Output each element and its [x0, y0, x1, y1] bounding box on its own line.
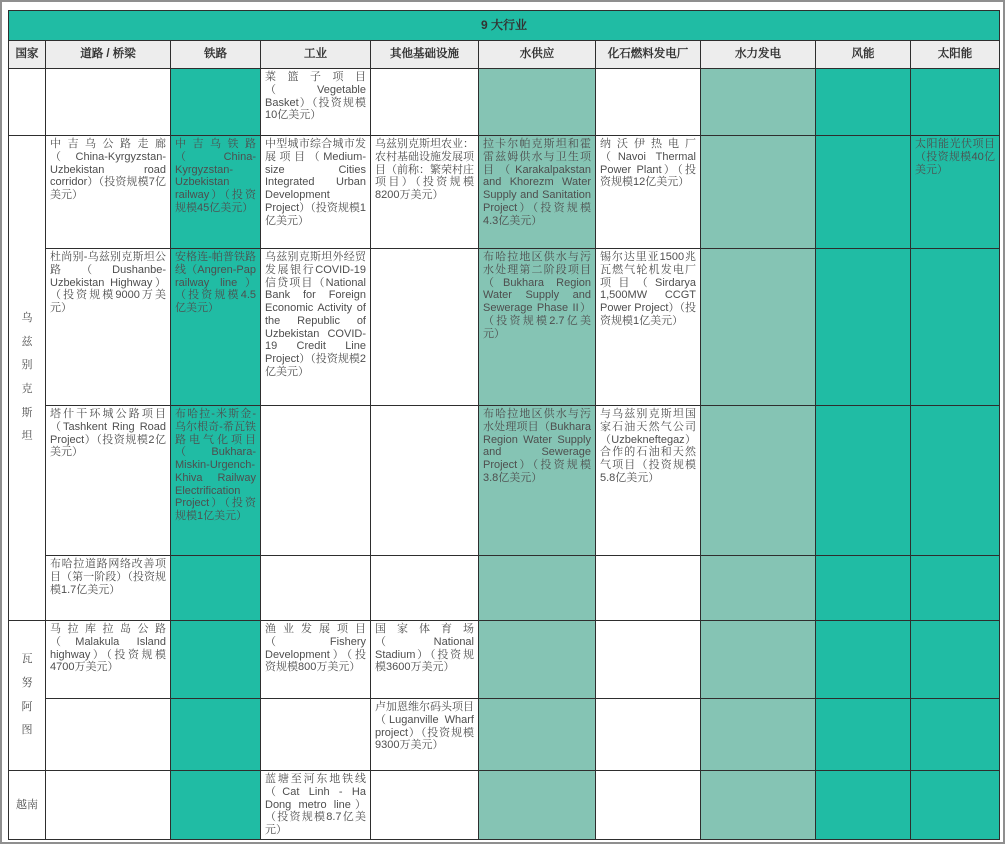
- cell-r8-hydropower: [701, 771, 816, 840]
- cell-r2-wind: [816, 136, 911, 249]
- cell-r6-wind: [816, 621, 911, 699]
- cell-r6-fossil-fuel-power: [596, 621, 701, 699]
- table-row-continuation: [9, 69, 1000, 136]
- cell-r5-solar: [911, 556, 1000, 621]
- cell-r1-hydropower: [701, 69, 816, 136]
- country-label-vietnam: 越南: [16, 798, 38, 811]
- cell-r2-railway: 中吉乌铁路（China-Kyrgyzstan-Uzbekistan railway）（投资规模45亿美元）: [171, 136, 261, 249]
- cell-country-vietnam: [9, 771, 46, 840]
- cell-r2-other-infrastructure: 乌兹别克斯坦农业：农村基础设施发展项目（前称：繁荣村庄项目）（投资规模8200万美元）: [371, 136, 479, 249]
- cell-r4-industry: [261, 406, 371, 556]
- country-label-uzbekistan: 乌兹别克斯坦: [21, 312, 33, 443]
- cell-r5-roads-bridges: 布哈拉道路网络改善项目（第一阶段）（投资规模1.7亿美元）: [46, 556, 171, 621]
- cell-r6-roads-bridges: 马拉库拉岛公路（Malakula Island highway）（投资规模4700万美元）: [46, 621, 171, 699]
- cell-r4-hydropower: [701, 406, 816, 556]
- cell-r8-industry: 蓝塘至河东地铁线（Cat Linh - Ha Dong metro line）（投资规模8.7亿美元）: [261, 771, 371, 840]
- cell-r8-roads-bridges: [46, 771, 171, 840]
- cell-r7-water-supply: [479, 699, 596, 771]
- cell-country-vanuatu: [9, 621, 46, 771]
- cell-r8-railway: [171, 771, 261, 840]
- cell-r3-fossil-fuel-power: 锡尔达里亚1500兆瓦燃气轮机发电厂项目（Sirdarya 1,500MW CCGT Power Project）（投资规模1亿美元）: [596, 249, 701, 406]
- cell-r6-industry: 渔业发展项目（Fishery Development）（投资规模800万美元）: [261, 621, 371, 699]
- cell-r6-water-supply: [479, 621, 596, 699]
- cell-r5-industry: [261, 556, 371, 621]
- cell-r5-water-supply: [479, 556, 596, 621]
- cell-r4-solar: [911, 406, 1000, 556]
- cell-r1-wind: [816, 69, 911, 136]
- cell-r8-wind: [816, 771, 911, 840]
- cell-r8-water-supply: [479, 771, 596, 840]
- cell-r8-solar: [911, 771, 1000, 840]
- column-header-other-infrastructure: 其他基础设施: [371, 41, 479, 69]
- industries-table: [8, 10, 1000, 840]
- cell-r5-railway: [171, 556, 261, 621]
- column-header-railway: 铁路: [171, 41, 261, 69]
- cell-r1-other-infrastructure: [371, 69, 479, 136]
- column-header-hydropower: 水力发电: [701, 41, 816, 69]
- cell-r3-industry: 乌兹别克斯坦外经贸发展银行COVID-19信贷项目（National Bank for Foreign Economic Activity of the Republic of Uzbekistan COVID-19 Credit Line Project）（投资规模2亿美元）: [261, 249, 371, 406]
- cell-r1-solar: [911, 69, 1000, 136]
- cell-r3-hydropower: [701, 249, 816, 406]
- cell-r7-railway: [171, 699, 261, 771]
- cell-r1-fossil-fuel-power: [596, 69, 701, 136]
- cell-r2-water-supply: 拉卡尔帕克斯坦和霍雷兹姆供水与卫生项目（Karakalpakstan and Khorezm Water Supply and Sanitation Project）（投资规模4.3亿美元）: [479, 136, 596, 249]
- table-row-vanuatu-1: [9, 621, 1000, 699]
- title-row: [9, 11, 1000, 41]
- cell-r4-fossil-fuel-power: 与乌兹别克斯坦国家石油天然气公司（Uzbekneftegaz）合作的石油和天然气项目（投资规模5.8亿美元）: [596, 406, 701, 556]
- cell-r5-other-infrastructure: [371, 556, 479, 621]
- cell-r3-solar: [911, 249, 1000, 406]
- cell-r4-water-supply: 布哈拉地区供水与污水处理项目（Bukhara Region Water Supply and Sewerage Project）（投资规模3.8亿美元）: [479, 406, 596, 556]
- cell-r2-fossil-fuel-power: 纳沃伊热电厂（Navoi Thermal Power Plant）（投资规模12亿美元）: [596, 136, 701, 249]
- cell-r3-roads-bridges: 杜尚别-乌兹别克斯坦公路（Dushanbe-Uzbekistan Highway）（投资规模9000万美元）: [46, 249, 171, 406]
- column-header-roads-bridges: 道路 / 桥梁: [46, 41, 171, 69]
- cell-r2-solar: 太阳能光伏项目（投资规模40亿美元）: [911, 136, 1000, 249]
- cell-r7-solar: [911, 699, 1000, 771]
- table-title: 9 大行业: [9, 11, 1000, 41]
- cell-r7-other-infrastructure: 卢加恩维尔码头项目（Luganville Wharf project）（投资规模9300万美元）: [371, 699, 479, 771]
- cell-r4-roads-bridges: 塔什干环城公路项目（Tashkent Ring Road Project）（投资规模2亿美元）: [46, 406, 171, 556]
- cell-r3-water-supply: 布哈拉地区供水与污水处理第二阶段项目（Bukhara Region Water Supply and Sewerage Phase II）（投资规模2.7亿美元）: [479, 249, 596, 406]
- column-header-water-supply: 水供应: [479, 41, 596, 69]
- header-row: [9, 41, 1000, 69]
- cell-r1-roads-bridges: [46, 69, 171, 136]
- cell-country-uzbekistan: [9, 136, 46, 621]
- cell-r1-industry: 菜篮子项目（Vegetable Basket）（投资规模10亿美元）: [261, 69, 371, 136]
- cell-r7-wind: [816, 699, 911, 771]
- table-row-uzbekistan-3: [9, 406, 1000, 556]
- cell-r8-fossil-fuel-power: [596, 771, 701, 840]
- cell-r5-wind: [816, 556, 911, 621]
- column-header-wind: 风能: [816, 41, 911, 69]
- cell-r5-fossil-fuel-power: [596, 556, 701, 621]
- table-row-uzbekistan-1: [9, 136, 1000, 249]
- cell-r7-fossil-fuel-power: [596, 699, 701, 771]
- cell-r3-railway: 安格连-帕普铁路线（Angren-Pap railway line）（投资规模4.5亿美元）: [171, 249, 261, 406]
- cell-r7-hydropower: [701, 699, 816, 771]
- cell-r6-solar: [911, 621, 1000, 699]
- cell-r8-other-infrastructure: [371, 771, 479, 840]
- table-row-uzbekistan-4: [9, 556, 1000, 621]
- cell-r4-other-infrastructure: [371, 406, 479, 556]
- cell-r1-railway: [171, 69, 261, 136]
- cell-r7-roads-bridges: [46, 699, 171, 771]
- column-header-country: 国家: [9, 41, 46, 69]
- cell-r1-water-supply: [479, 69, 596, 136]
- table-row-uzbekistan-2: [9, 249, 1000, 406]
- column-header-fossil-fuel-power: 化石燃料发电厂: [596, 41, 701, 69]
- cell-r4-railway: 布哈拉-米斯金-乌尔根奇-希瓦铁路电气化项目（Bukhara-Miskin-Urgench-Khiva Railway Electrification Project）（投资规模1亿美元）: [171, 406, 261, 556]
- cell-r6-other-infrastructure: 国家体育场（National Stadium）（投资规模3600万美元）: [371, 621, 479, 699]
- cell-r3-wind: [816, 249, 911, 406]
- cell-r2-hydropower: [701, 136, 816, 249]
- country-label-vanuatu: 瓦努阿图: [21, 653, 33, 737]
- column-header-industry: 工业: [261, 41, 371, 69]
- cell-r7-industry: [261, 699, 371, 771]
- cell-r2-industry: 中型城市综合城市发展项目（Medium-size Cities Integrated Urban Development Project）（投资规模1亿美元）: [261, 136, 371, 249]
- cell-r6-railway: [171, 621, 261, 699]
- cell-r2-roads-bridges: 中吉乌公路走廊（China-Kyrgyzstan-Uzbekistan road corridor）（投资规模7亿美元）: [46, 136, 171, 249]
- cell-country-empty: [9, 69, 46, 136]
- column-header-solar: 太阳能: [911, 41, 1000, 69]
- cell-r6-hydropower: [701, 621, 816, 699]
- table-row-vietnam: [9, 771, 1000, 840]
- cell-r5-hydropower: [701, 556, 816, 621]
- table-row-vanuatu-2: [9, 699, 1000, 771]
- cell-r4-wind: [816, 406, 911, 556]
- cell-r3-other-infrastructure: [371, 249, 479, 406]
